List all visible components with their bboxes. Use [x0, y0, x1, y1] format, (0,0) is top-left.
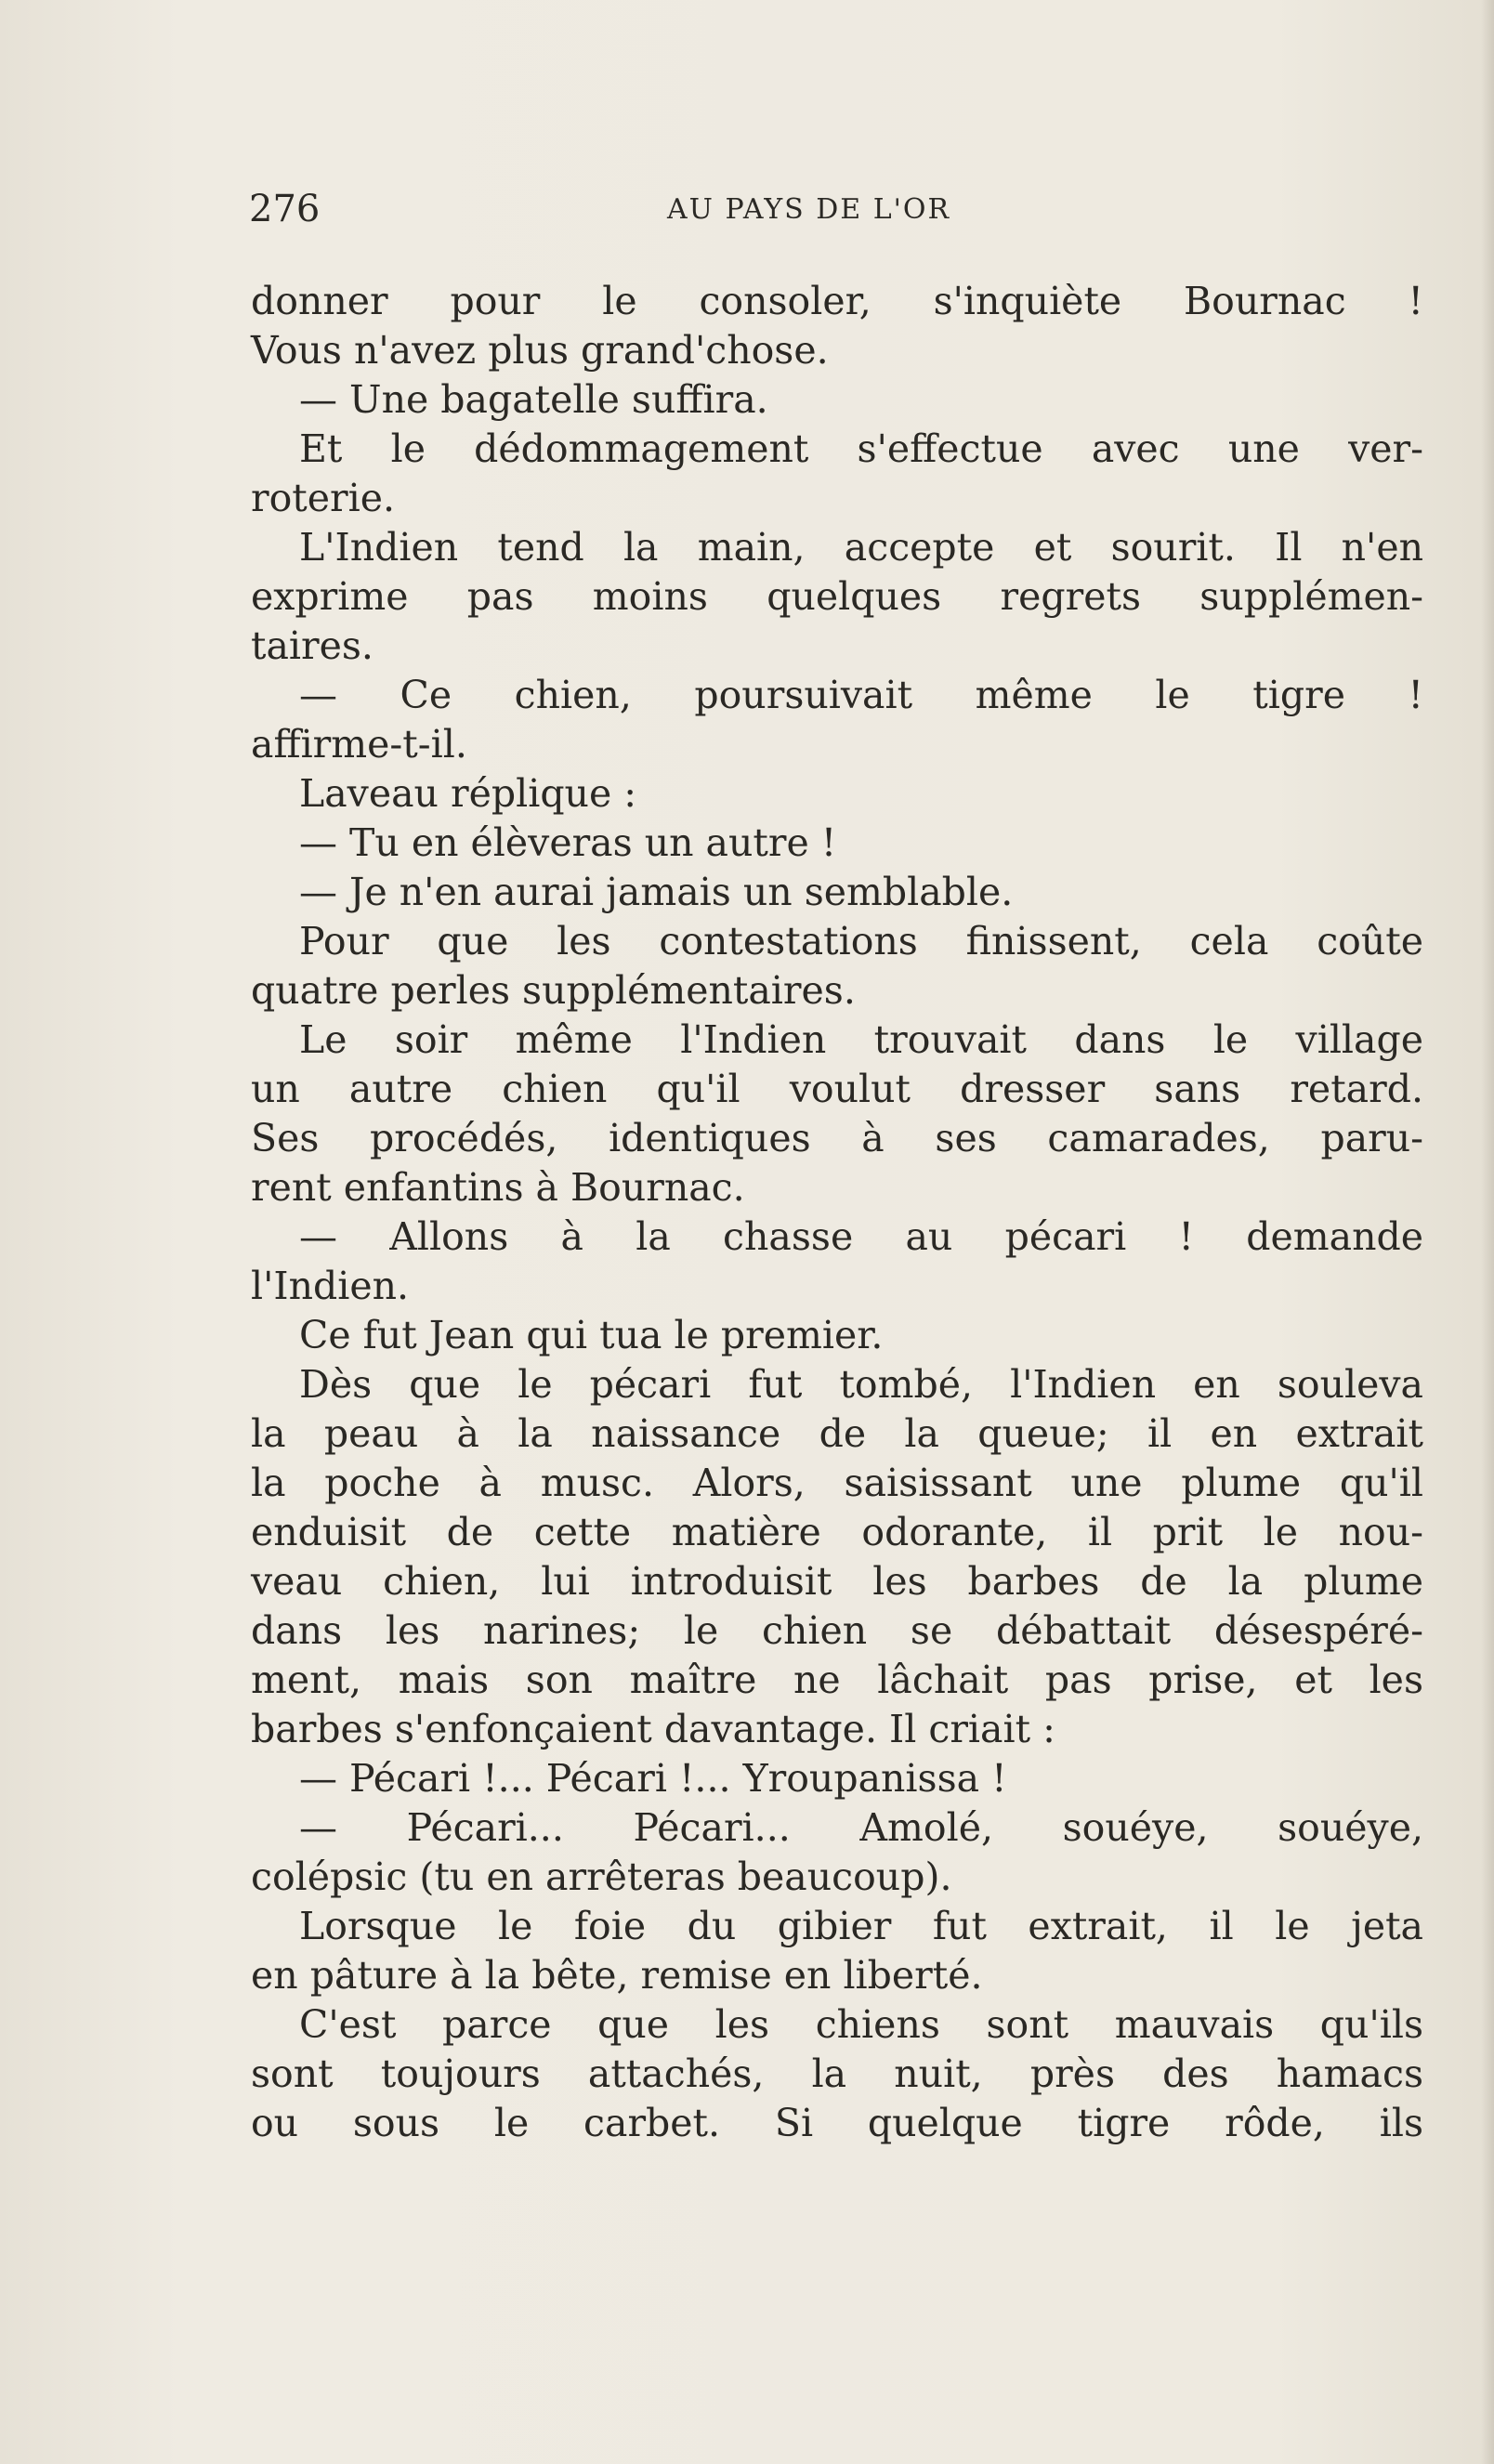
- text-line: — Je n'en aurai jamais un semblable.: [299, 870, 1014, 914]
- page-edge-shadow: [1481, 0, 1494, 2464]
- text-line: exprime pas moins quelques regrets supplémen-: [251, 574, 1423, 619]
- page-header: [249, 186, 1420, 242]
- text-line: ou sous le carbet. Si quelque tigre rôde, ils: [251, 2101, 1423, 2145]
- text-line: Laveau réplique :: [299, 771, 637, 816]
- text-line: Et le dédommagement s'effectue avec une ver-: [299, 426, 1423, 471]
- text-line: l'Indien.: [251, 1264, 410, 1308]
- text-line: colépsic (tu en arrêteras beaucoup).: [251, 1855, 952, 1899]
- text-line: — Pécari !... Pécari !... Yroupanissa !: [299, 1756, 1007, 1801]
- text-line: L'Indien tend la main, accepte et sourit. Il n'en: [299, 525, 1423, 570]
- text-line: roterie.: [251, 476, 396, 520]
- text-line: Lorsque le foie du gibier fut extrait, il le jeta: [299, 1904, 1423, 1948]
- text-line: — Une bagatelle suffira.: [299, 377, 768, 422]
- body-text: [251, 277, 1423, 2148]
- text-line: dans les narines; le chien se débattait désespéré-: [251, 1608, 1423, 1653]
- text-line: un autre chien qu'il voulut dresser sans retard.: [251, 1067, 1423, 1111]
- text-line: donner pour le consoler, s'inquiète Bournac !: [251, 279, 1423, 323]
- text-line: C'est parce que les chiens sont mauvais qu'ils: [299, 2002, 1423, 2047]
- text-line: — Tu en élèveras un autre !: [299, 820, 837, 865]
- text-line: taires.: [251, 623, 374, 668]
- text-line: quatre perles supplémentaires.: [251, 968, 856, 1013]
- text-line: en pâture à la bête, remise en liberté.: [251, 1953, 983, 1998]
- text-line: — Allons à la chasse au pécari ! demande: [299, 1214, 1423, 1259]
- text-line: Le soir même l'Indien trouvait dans le village: [299, 1017, 1423, 1062]
- text-line: sont toujours attachés, la nuit, près des hamacs: [251, 2051, 1423, 2096]
- text-line: enduisit de cette matière odorante, il prit le nou-: [251, 1510, 1423, 1554]
- text-line: Ce fut Jean qui tua le premier.: [299, 1313, 884, 1357]
- text-line: Vous n'avez plus grand'chose.: [251, 328, 829, 373]
- text-line: affirme-t-il.: [251, 722, 467, 767]
- text-line: ment, mais son maître ne lâchait pas prise, et les: [251, 1658, 1423, 1702]
- text-line: Dès que le pécari fut tombé, l'Indien en souleva: [299, 1362, 1423, 1407]
- text-line: Pour que les contestations finissent, cela coûte: [299, 919, 1423, 963]
- text-line: rent enfantins à Bournac.: [251, 1165, 745, 1210]
- page-number: 276: [249, 188, 321, 230]
- text-line: barbes s'enfonçaient davantage. Il criait :: [251, 1707, 1055, 1751]
- text-line: veau chien, lui introduisit les barbes de la plume: [251, 1559, 1423, 1604]
- text-line: — Ce chien, poursuivait même le tigre !: [299, 673, 1423, 717]
- text-line: Ses procédés, identiques à ses camarades, paru-: [251, 1116, 1423, 1160]
- text-line: la poche à musc. Alors, saisissant une plume qu'il: [251, 1461, 1423, 1505]
- running-title: AU PAYS DE L'OR: [667, 193, 951, 226]
- text-line: — Pécari... Pécari... Amolé, souéye, souéye,: [299, 1805, 1423, 1850]
- text-line: la peau à la naissance de la queue; il en extrait: [251, 1411, 1423, 1456]
